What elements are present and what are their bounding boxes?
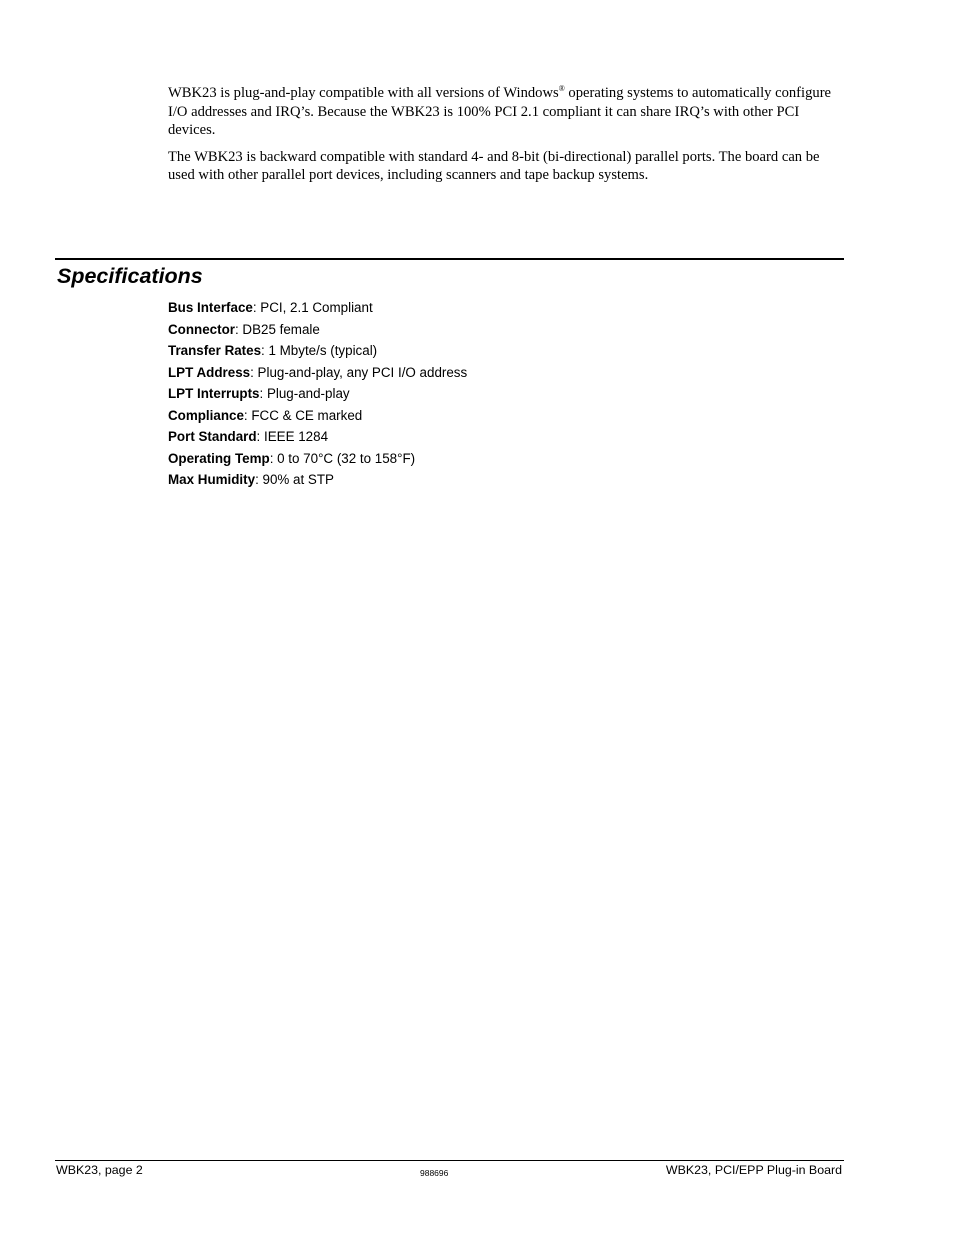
spec-item <box>168 405 467 427</box>
intro-text <box>168 84 840 193</box>
intro-p1-end: operating systems to automatically configure I/O addresses and IRQ’s. Because the WBK23 is 100% PCI 2.1 compliant it can share IRQ’s with other PCI devices. <box>168 85 832 139</box>
spec-label: Connector <box>168 321 235 337</box>
spec-item <box>168 469 467 491</box>
spec-list <box>168 297 467 491</box>
spec-label: LPT Address <box>168 364 251 380</box>
spec-item <box>168 297 467 319</box>
section-divider <box>55 258 844 260</box>
intro-p1-start: WBK23 is plug-and-play compatible with all versions of Windows <box>168 85 559 101</box>
spec-label: Max Humidity <box>168 472 256 487</box>
spec-item <box>168 362 467 384</box>
registered-mark: ® <box>558 84 565 93</box>
footer-divider <box>55 1160 844 1161</box>
intro-paragraph-2: The WBK23 is backward compatible with standard 4- and 8-bit (bi-directional) parallel ports. The board can be used with other parallel port devices, including scanners and tape backup systems. <box>168 148 820 184</box>
spec-label: Compliance <box>168 407 244 423</box>
intro-paragraph-1 <box>168 84 840 140</box>
spec-value: : Plug-and-play <box>259 386 350 401</box>
spec-label: Transfer Rates <box>168 343 262 358</box>
spec-item <box>168 319 467 341</box>
spec-value: : FCC & CE marked <box>243 407 363 423</box>
spec-label: Bus Interface <box>168 300 253 315</box>
spec-label: Port Standard <box>168 429 257 444</box>
spec-item <box>168 426 467 448</box>
spec-item <box>168 448 467 470</box>
footer-product-title: WBK23, PCI/EPP Plug-in Board <box>665 1163 842 1177</box>
spec-value: : 1 Mbyte/s (typical) <box>261 343 378 358</box>
section-title: Specifications <box>57 264 203 288</box>
spec-value: : PCI, 2.1 Compliant <box>252 300 373 315</box>
spec-value: : Plug-and-play, any PCI I/O address <box>250 364 468 380</box>
spec-value: : 0 to 70°C (32 to 158°F) <box>269 450 416 466</box>
spec-value: : IEEE 1284 <box>256 429 329 444</box>
spec-value: : DB25 female <box>234 321 320 337</box>
spec-value: : 90% at STP <box>255 472 334 487</box>
spec-item <box>168 383 467 405</box>
spec-label: Operating Temp <box>168 450 270 466</box>
footer-doc-number: 988696 <box>420 1168 449 1178</box>
spec-label: LPT Interrupts <box>168 386 260 401</box>
spec-item <box>168 340 467 362</box>
footer-page-label: WBK23, page 2 <box>56 1163 143 1177</box>
